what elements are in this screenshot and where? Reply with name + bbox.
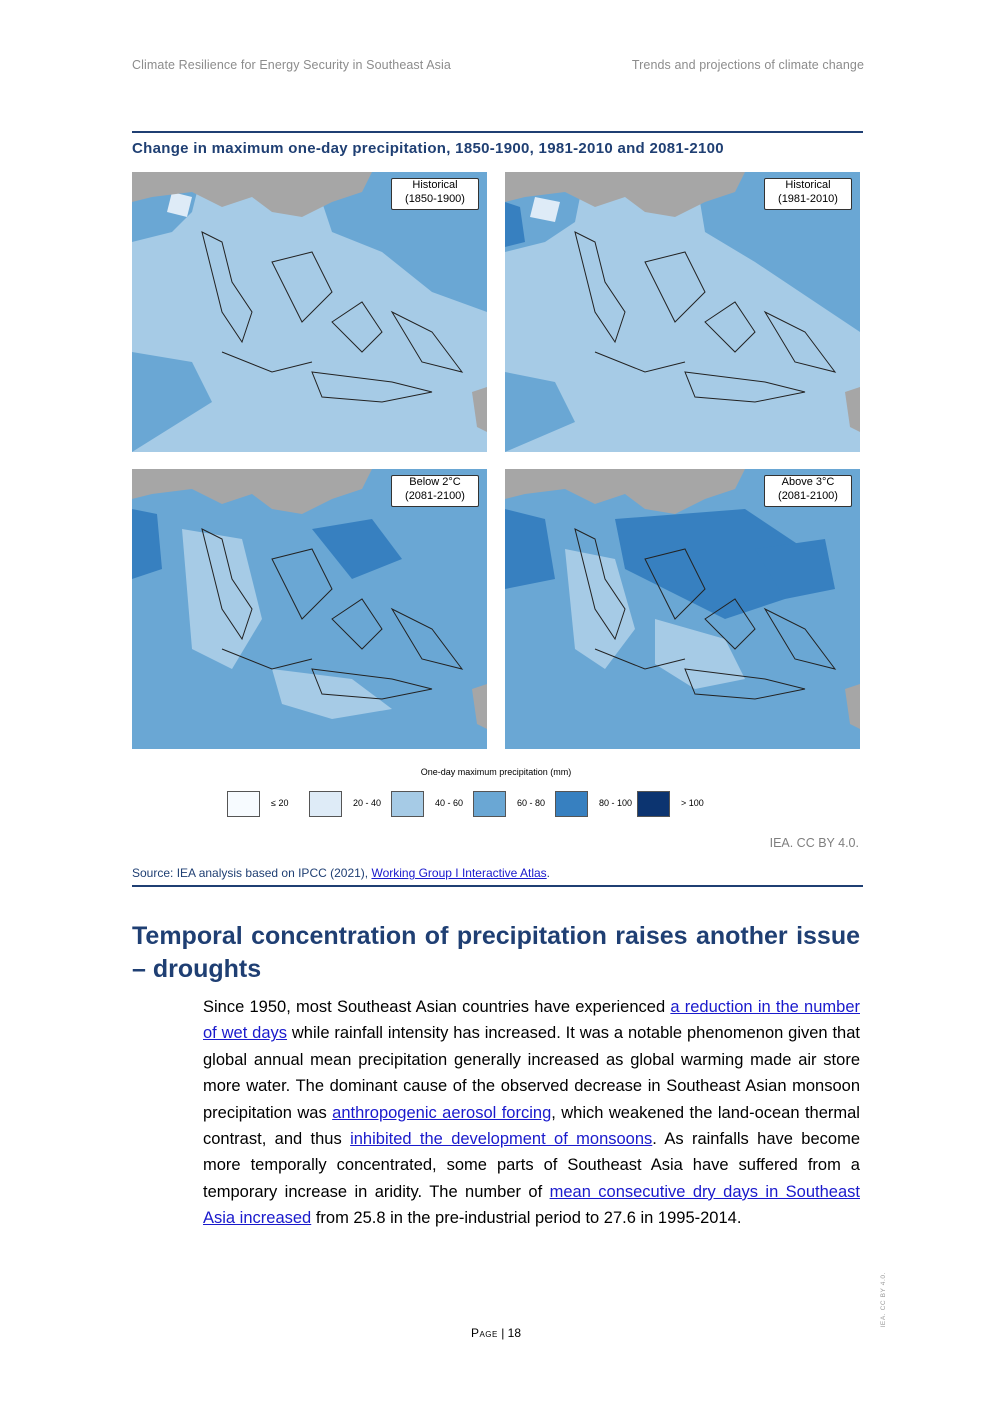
- map-image: [132, 172, 487, 452]
- figure-source: Source: IEA analysis based on IPCC (2021), Working Group I Interactive Atlas.: [132, 866, 551, 880]
- legend-swatch: [555, 791, 588, 817]
- map-label: Historical (1850-1900): [391, 178, 479, 210]
- legend-label: 60 - 80: [517, 798, 546, 808]
- map-image: [505, 172, 860, 452]
- legend-swatch: [227, 791, 260, 817]
- figure-credit: IEA. CC BY 4.0.: [769, 836, 859, 850]
- link-monsoons[interactable]: inhibited the development of monsoons: [350, 1130, 653, 1149]
- running-header-title: Climate Resilience for Energy Security in Southeast Asia: [132, 58, 451, 72]
- legend-label: 40 - 60: [435, 798, 464, 808]
- map-label: Above 3°C (2081-2100): [764, 475, 852, 507]
- figure-bottom-rule: [132, 885, 863, 887]
- legend-label: > 100: [681, 798, 704, 808]
- legend-swatch: [473, 791, 506, 817]
- running-header-section: Trends and projections of climate change: [631, 58, 864, 72]
- map-panel-below-2c: [132, 469, 487, 749]
- legend-swatch: [637, 791, 670, 817]
- legend-title: One-day maximum precipitation (mm): [420, 767, 572, 777]
- map-label: Below 2°C (2081-2100): [391, 475, 479, 507]
- legend-label: 20 - 40: [353, 798, 382, 808]
- section-heading: Temporal concentration of precipitation raises another issue – droughts: [132, 922, 860, 983]
- legend-label: ≤ 20: [271, 798, 289, 808]
- body-paragraph: Since 1950, most Southeast Asian countries have experienced a reduction in the number of wet days while rainfall intensity has increased. It was a notable phenomenon given that global annual mean precipitation generally increased as global warming made air store more water. The dominant cause of the observed decrease in Southeast Asian monsoon precipitation was anthropogenic aerosol forcing, which weakened the land-ocean thermal contrast, and thus inhibited the development of monsoons. As rainfalls have become more temporally concentrated, some parts of Southeast Asia have suffered from a temporary increase in aridity. The number of mean consecutive dry days in Southeast Asia increased from 25.8 in the pre-industrial period to 27.6 in 1995-2014.: [203, 998, 861, 1228]
- figure-title: Change in maximum one-day precipitation, 1850-1900, 1981-2010 and 2081-2100: [132, 140, 724, 157]
- legend-swatch: [391, 791, 424, 817]
- page-number: Page | 18: [470, 1326, 522, 1340]
- legend-swatch: [309, 791, 342, 817]
- map-image: [505, 469, 860, 749]
- legend-label: 80 - 100: [599, 798, 633, 808]
- link-aerosol-forcing[interactable]: anthropogenic aerosol forcing: [332, 1103, 552, 1122]
- map-panel-historical-1850: [132, 172, 487, 452]
- link-dry-days[interactable]: mean consecutive dry days in Southeast Asia increased: [203, 1182, 860, 1228]
- side-credit: IEA. CC BY 4.0.: [880, 1272, 887, 1328]
- source-link[interactable]: Working Group I Interactive Atlas: [371, 866, 547, 880]
- figure-top-rule: [132, 131, 863, 133]
- map-label: Historical (1981-2010): [764, 178, 852, 210]
- map-image: [132, 469, 487, 749]
- map-panel-above-3c: [505, 469, 860, 749]
- link-wet-days[interactable]: a reduction in the number of wet days: [203, 998, 860, 1043]
- map-panel-historical-1981: [505, 172, 860, 452]
